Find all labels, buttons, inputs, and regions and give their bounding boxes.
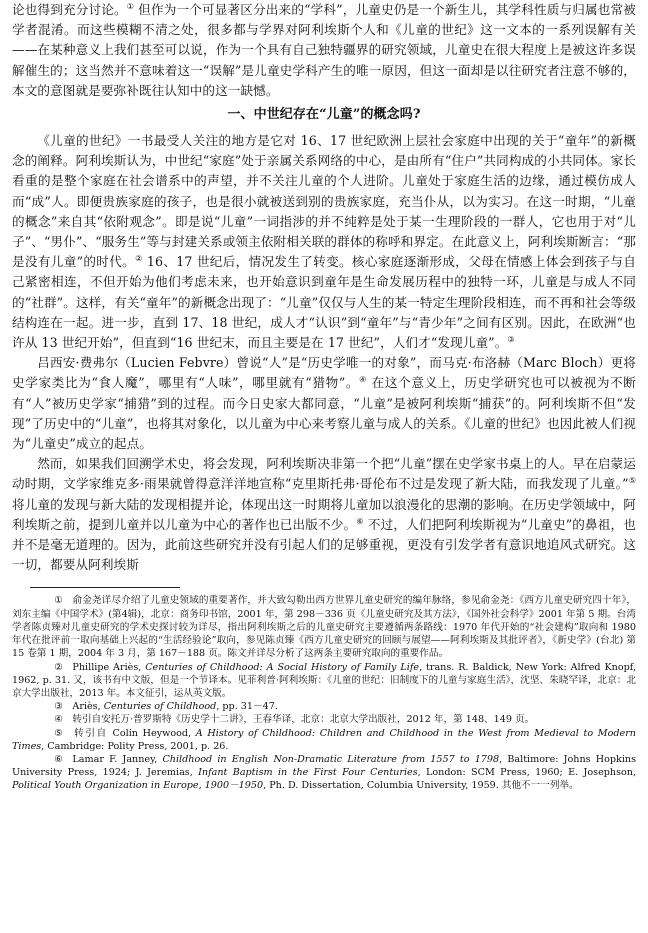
text-run: Lamar F. Janney, — [72, 753, 163, 765]
footnote — [12, 661, 636, 701]
italic-title: Centuries of Childhood — [103, 701, 217, 713]
italic-title: Political Youth Organization in Europe, 1900－1950 — [12, 780, 264, 792]
main-text — [12, 0, 636, 575]
footnote-reference[interactable]: ② — [135, 254, 143, 264]
text-run: , pp. 31－47. — [216, 701, 278, 713]
text-run: 转引自 Colin Heywood, — [72, 727, 196, 739]
footnote-number: ⑤ — [54, 727, 63, 739]
text-run: Phillipe Ariès, — [72, 661, 146, 673]
footnote-number: ⑥ — [54, 753, 63, 765]
footnote — [12, 700, 636, 713]
footnote-reference[interactable]: ⑤ — [628, 476, 636, 486]
text-run: 转引自安托万·普罗斯特《历史学十二讲》，王春华译，北京：北京大学出版社，2012 年，第 148、149 页。 — [72, 714, 535, 726]
footnote — [12, 713, 636, 726]
footnote — [12, 594, 636, 660]
body-paragraph — [12, 131, 636, 353]
text-run: 将儿童的发现与新大陆的发现相提并论，体现出这一时期将儿童加以浪漫化的思潮的影响。在历史学领域中，阿利埃斯之前，提到儿童并以儿童为中心的著作也已出版不少。 — [12, 496, 636, 532]
text-run: , Ph. D. Dissertation, Columbia University, 1959. 其他不一一列举。 — [263, 780, 579, 792]
text-run: 16、17 世纪后，情况发生了转变。核心家庭逐渐形成，父母在情感上体会到孩子与自己紧密相连，不但开始为他们考虑未来，也开始意识到童年是生命发展历程中的独特一环，儿童是与成人不同的“社群”。这样，有关“童年”的新概念出现了：“儿童”仅仅与人生的某一特定生理阶段相连，而不再和社会等级结构连在一起。进一步，直到 17、18 世纪，成人才“认识”到“童年”与“青少年”之间有区别。因此，在欧洲“也许从 13 世纪开始”，但直到“16 世纪末，而且主要是在 17 世纪”，人们才“发现儿童”。 — [12, 254, 636, 351]
footnote-reference[interactable]: ④ — [359, 375, 367, 385]
text-run: , trans. R. Baldick, New York: Alfred Knopf, 1962, p. 31. 又，该书有中文版，但是一个节译本。见菲利普·阿利埃斯：《儿童的世纪：旧制度下的儿童与家庭生活》，沈坚、朱晓罕译，北京：北京大学出版社，2013 年。本文征引，运从英文版。 — [12, 661, 636, 699]
footnote — [12, 727, 636, 753]
footnote-number: ③ — [54, 701, 63, 713]
footnote-reference[interactable]: ① — [126, 1, 135, 11]
italic-title: Childhood in English Non-Dramatic Literature from 1557 to 1798 — [162, 753, 500, 765]
footnote-number: ④ — [54, 714, 63, 726]
text-run: Ariès, — [72, 701, 104, 713]
italic-title: Centuries of Childhood: A Social History of Family Life — [145, 661, 420, 673]
footnote-number: ② — [54, 661, 63, 673]
italic-title: Infant Baptism in the First Four Centuries — [198, 767, 418, 779]
footnote-number: ① — [54, 595, 63, 607]
footnotes — [12, 594, 636, 792]
body-paragraph — [12, 454, 636, 575]
footnote-reference[interactable]: ③ — [507, 334, 515, 344]
text-run: 吕西安·费弗尔（Lucien Febvre）曾说“人”是“历史学唯一的对象”，而马克·布洛赫（Marc Bloch）更将史学家类比为“食人魔”，哪里有“人味”，哪里就有“猎物”。 — [12, 355, 636, 391]
intro-paragraph — [12, 0, 636, 101]
footnote-reference[interactable]: ⑥ — [356, 516, 364, 526]
text-run: , London: SCM Press, 1960; E. Josephson, — [417, 767, 636, 779]
text-run: 论也得到充分讨论。 — [12, 2, 127, 17]
italic-title: A History of Childhood: Children and Childhood in the West from Medieval to Modern Times — [12, 727, 636, 752]
text-run: 俞金尧详尽介绍了儿童史领域的重要著作，并大致勾勒出西方世界儿童史研究的编年脉络，参见俞金尧：《西方儿童史研究四十年》，刘东主编《中国学术》(第4辑)，北京：商务印书馆，2001 年，第 298－336 页《儿童史研究及其方法》，《国外社会科学》2001 年第 5 期。台湾学者陈贞臻对儿童史研究的学术史探讨较为详尽，指出阿利埃斯之后的儿童史研究主要遵循两条路线：1970 年代开始的“社会建构”取向和 1980 年代在批评前一取向基础上兴起的“生活经验论”取向，参见陈贞臻《西方儿童史研究的回顾与展望——阿利埃斯及其批评者》，《新史学》(台北) 第 15 卷第 1 期，2004 年 3 月，第 167－188 页。陈文并详尽分析了这两条主要研究取向的重要作品。 — [12, 595, 636, 660]
text-run: , Cambridge: Polity Press, 2001, p. 26. — [41, 740, 229, 752]
text-run: 但作为一个可显著区分出来的“学科”，儿童史仍是一个新生儿，其学科性质与归属也常被学者混淆。而这些模糊不清之处，很多都与学界对阿利埃斯个人和《儿童的世纪》这一文本的一系列误解有关——在某种意义上我们甚至可以说，作为一个具有自己独特疆界的研究领域，儿童史在很大程度上是被这许多误解催生的；这当然并不意味着这一“误解”是儿童史学科产生的唯一原因，但这一面却是以往研究者注意不够的，本文的意图就是要弥补既往认知中的这一缺憾。 — [12, 2, 637, 98]
text-run: 不过，人们把阿利埃斯视为“儿童史”的鼻祖，也并不是毫无道理的。因为，此前这些研究并没有引起人们的足够重视，更没有引发学者有意识地追风式研究。这一切，都要从阿利埃斯 — [12, 516, 636, 573]
body-paragraph — [12, 353, 636, 454]
text-run: , Baltimore: Johns Hopkins University Press, 1924; J. Jeremias, — [12, 753, 637, 779]
text-run: 然而，如果我们回溯学术史，将会发现，阿利埃斯决非第一个把“儿童”摆在史学家书桌上的人。早在启蒙运动时期，文学家维克多·雨果就曾得意洋洋地宣称“克里斯托弗·哥伦布不过是发现了新大陆，而我发现了儿童。” — [12, 456, 636, 492]
text-run: 《儿童的世纪》一书最受人关注的地方是它对 16、17 世纪欧洲上层社会家庭中出现的关于“童年”的新概念的阐释。阿利埃斯认为，中世纪“家庭”处于亲属关系网络的中心，是由所有“住户”共同构成的小共同体。家长看重的是整个家庭在社会谱系中的声望，并不关注儿童的个人进阶。儿童处于家庭生活的边缘，通过模仿成人而“成”人。即便贵族家庭的孩子，也是很小就被送到别的贵族家庭，充当仆从，以为实习。在这一时期，“儿童的概念”来自其“依附观念”。即是说“儿童”一词指涉的并不纯粹是处于某一生理阶段的一群人，它也用于对“儿子”、“男仆”、“服务生”等与封建关系或领主依附相关联的群体的称呼和界定。在此意义上，阿利埃斯断言：“那是没有儿童”的时代。 — [12, 133, 636, 270]
footnote — [12, 753, 636, 793]
footnote-divider — [30, 587, 180, 588]
text-run: 在这个意义上，历史学研究也可以被视为不断有“人”被历史学家“捕猎”到的过程。而今日史家大都同意，“儿童”是被阿利埃斯“捕获”的。阿利埃斯不但“发现”了历史中的“儿童”，也将其对象化，以儿童为中心来考察儿童与成人的关系。《儿童的世纪》也因此被人们视为“儿童史”成立的起点。 — [12, 375, 636, 452]
section-heading: 一、中世纪存在“儿童”的概念吗? — [227, 107, 421, 123]
